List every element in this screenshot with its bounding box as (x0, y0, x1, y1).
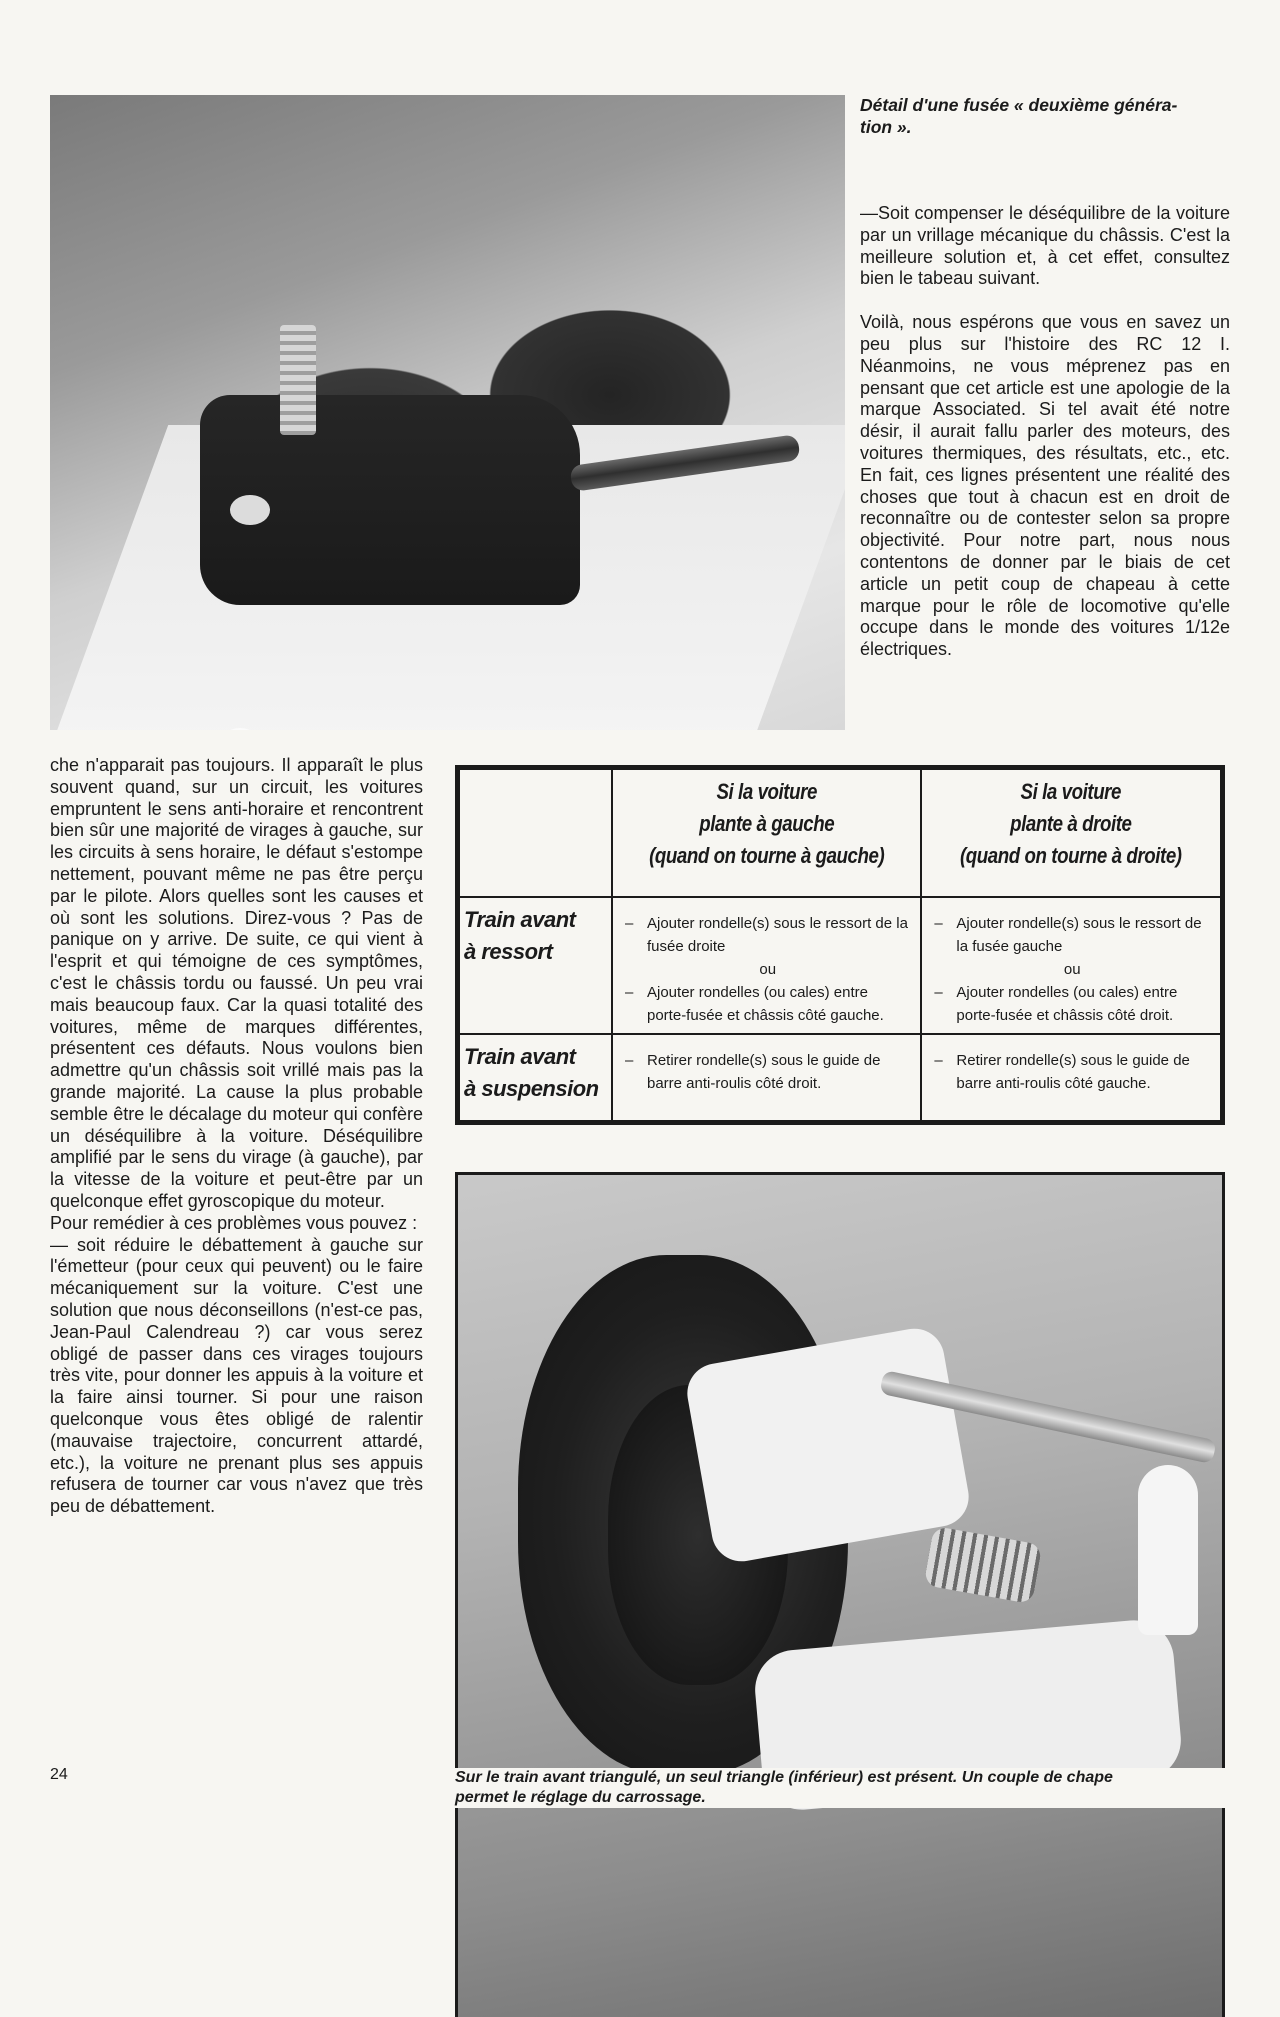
top-caption-line-1: Détail d'une fusée « deuxième généra- (860, 95, 1178, 115)
dash-marker: – (934, 915, 943, 932)
list-item (934, 912, 1210, 958)
cell-ressort-gauche (612, 897, 921, 1034)
item-text: Retirer rondelle(s) sous le guide de barre anti-roulis côté droit. (647, 1052, 881, 1092)
item-text: Ajouter rondelle(s) sous le ressort de la fusée gauche (956, 915, 1202, 955)
top-photo-caption (860, 94, 1240, 138)
item-text: Ajouter rondelles (ou cales) entre porte-fusée et châssis côté gauche. (647, 984, 884, 1024)
left-paragraph-1: che n'apparait pas toujours. Il apparaît le plus souvent quand, sur un circuit, les voitures empruntent le sens anti-horaire et rencontrent bien sûr une majorité de virages à gauche, sur les circuits à sens horaire, le défaut s'estompe nettement, pouvant même ne pas être perçu par le pilote. Alors quelles sont les causes et où sont les solutions. Direz-vous ? Pas de panique on y arrive. De suite, ce qui vient à l'esprit et qui témoigne de ces symptômes, c'est le châssis tordu ou faussé. Un peu vrai mais beaucoup faux. Car la quasi totalité des voitures, même de marques différentes, présentent ces défauts. Nous voulons bien admettre qu'un châssis soit vrillé mais pas la grande majorité. La cause la plus probable semble être le décalage du moteur qui confère un déséquilibre à la voiture. Déséquilibre amplifié par le sens du virage (à gauche), par la vitesse de la voiture et peut-être par un quelconque effet gyroscopique du moteur. (50, 755, 423, 1211)
cell-suspension-droite (921, 1034, 1221, 1121)
photo-threaded-stud (280, 325, 316, 435)
row-label-suspension (459, 1034, 612, 1121)
dash-marker: – (934, 984, 943, 1001)
header-left-line-3: (quand on tourne à gauche) (649, 843, 885, 868)
row-2-label-line-2: à suspension (464, 1076, 599, 1101)
table-corner-cell (459, 769, 612, 897)
adjustment-table (455, 765, 1225, 1125)
photo-knuckle-hole (230, 495, 270, 525)
cell-suspension-gauche (612, 1034, 921, 1121)
front-suspension-photo (455, 1172, 1225, 2017)
photo-upper-link (683, 1324, 974, 1566)
header-right-line-1: Si la voiture (1020, 779, 1122, 804)
list-item (625, 912, 910, 958)
item-text: Ajouter rondelles (ou cales) entre porte-fusée et châssis côté droit. (956, 984, 1178, 1024)
bottom-photo-caption (455, 1768, 1245, 1808)
header-left-line-2: plante à gauche (699, 811, 835, 836)
photo-kingpin-post (1138, 1465, 1198, 1635)
list-item (625, 1049, 910, 1095)
header-left-line-1: Si la voiture (716, 779, 817, 804)
header-right-line-2: plante à droite (1010, 811, 1132, 836)
item-text: Ajouter rondelle(s) sous le ressort de la fusée droite (647, 915, 908, 955)
row-1-label-line-1: Train avant (464, 907, 576, 932)
dash-marker: – (934, 1052, 943, 1069)
row-2-label-line-1: Train avant (464, 1044, 576, 1069)
row-1-label-line-2: à ressort (464, 939, 553, 964)
bottom-caption-line-2: permet le réglage du carrossage. (455, 1789, 706, 1806)
table-header-left (635, 769, 898, 897)
left-paragraph-3: — soit réduire le débattement à gauche sur l'émetteur (pour ceux qui peuvent) ou le faire mécaniquement sur la voiture. C'est une solution que nous déconseillons (n'est-ce pas, Jean-Paul Calendreau ?) car vous serez obligé de passer dans ces virages toujours très vite, pour donner les appuis à la voiture et la faire ainsi tourner. Si pour une raison quelconque vous êtes obligé de ralentir (mauvaise trajectoire, concurrent attardé, etc.), la voiture ne prenant plus ses appuis refusera de tourner car vous n'avez que très peu de débattement. (50, 1234, 423, 1517)
left-column-text (50, 755, 423, 1518)
table-header-right (944, 769, 1199, 897)
top-caption-line-2: tion ». (860, 117, 912, 137)
item-text: Retirer rondelle(s) sous le guide de barre anti-roulis côté gauche. (956, 1052, 1190, 1092)
right-paragraph-1: —Soit compenser le déséquilibre de la voiture par un vrillage mécanique du châssis. C'est la meilleure solution et, à cet effet, consultez bien le tabeau suivant. (860, 203, 1230, 289)
photo-spring (924, 1526, 1043, 1604)
dash-marker: – (625, 915, 634, 932)
row-label-ressort (459, 897, 612, 1034)
dash-marker: – (625, 1052, 634, 1069)
list-item (934, 981, 1210, 1027)
left-paragraph-2: Pour remédier à ces problèmes vous pouvez : (50, 1212, 418, 1233)
or-separator: ou (1063, 961, 1081, 978)
page-number: 24 (50, 1766, 68, 1783)
right-column-text (860, 203, 1230, 683)
header-right-line-3: (quand on tourne à droite) (960, 843, 1183, 868)
list-item (625, 981, 910, 1027)
steering-knuckle-photo (50, 95, 845, 730)
cell-ressort-droite (921, 897, 1221, 1034)
dash-marker: – (625, 984, 634, 1001)
bottom-caption-line-1: Sur le train avant triangulé, un seul triangle (inférieur) est présent. Un couple de chape (455, 1769, 1113, 1786)
right-paragraph-2: Voilà, nous espérons que vous en savez un peu plus sur l'histoire des RC 12 I. Néanmoins, ne vous méprenez pas en pensant que cet article est une apologie de la marque Associated. Si tel avait été notre désir, il aurait fallu parler des moteurs, des voitures thermiques, des résultats, etc., etc. En fait, ces lignes présentent une réalité des choses que tout à chacun est en droit de reconnaître ou de contester selon sa propre objectivité. Pour notre part, nous nous contentons de donner par le biais de cet article un petit coup de chapeau à cette marque pour le rôle de locomotive qu'elle occupe dans le monde des voitures 1/12e électriques. (860, 312, 1230, 660)
list-item (934, 1049, 1210, 1095)
or-separator: ou (759, 961, 777, 978)
